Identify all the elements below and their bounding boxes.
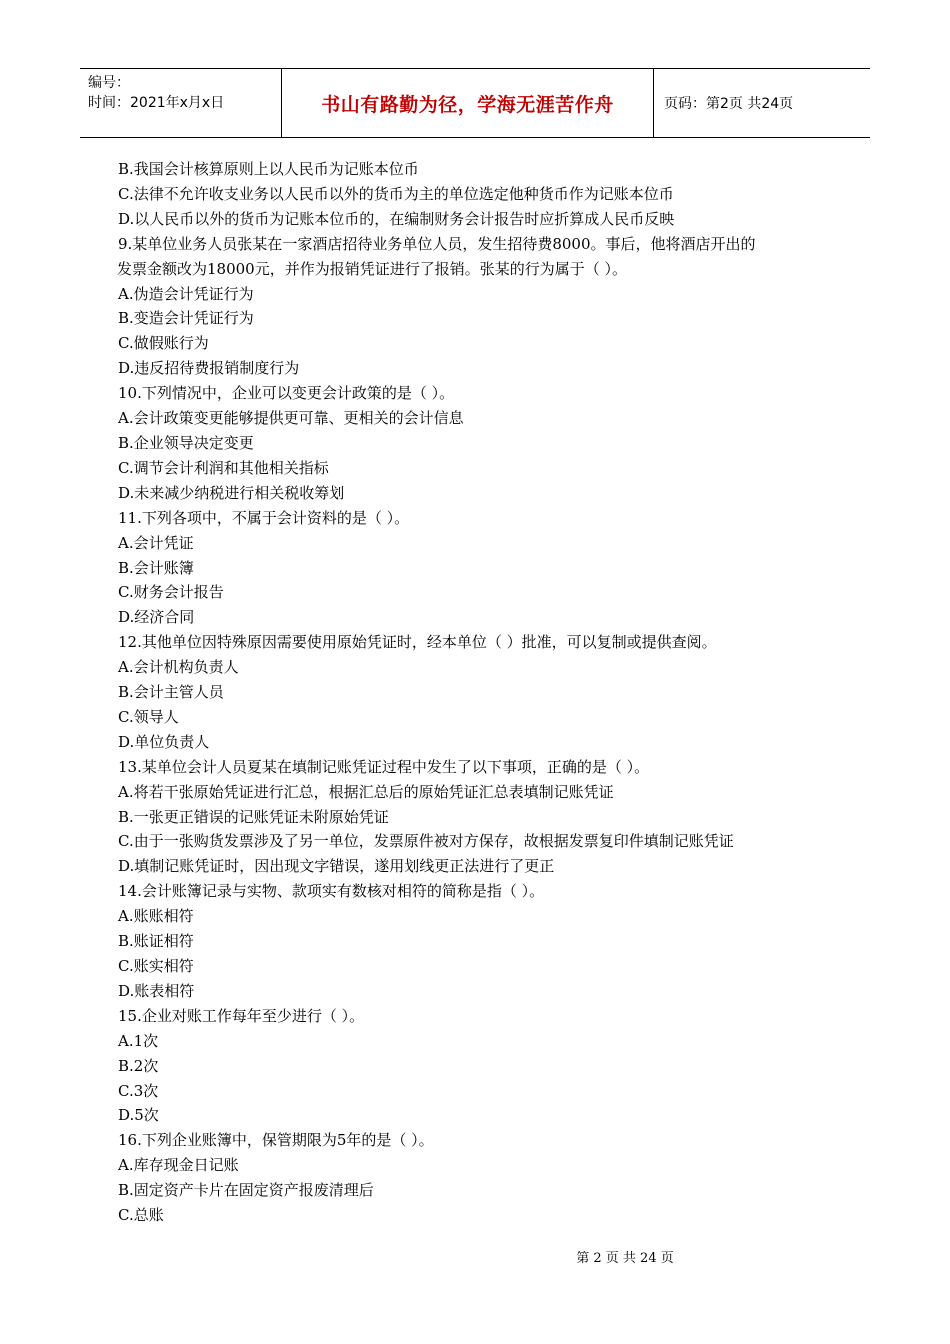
option-line: C.3次 <box>118 1081 159 1100</box>
page-footer: 第 2 页 共 24 页 <box>576 1251 674 1266</box>
text-line: C.法律不允许收支业务以人民币以外的货币为主的单位选定他种货币作为记账本位币 <box>118 184 674 203</box>
option-line: B.企业领导决定变更 <box>118 433 254 452</box>
option-line: A.1次 <box>118 1031 159 1050</box>
option-line: A.账账相符 <box>118 907 194 926</box>
option-line: B.变造会计凭证行为 <box>118 309 254 328</box>
question-13: 13.某单位会计人员夏某在填制记账凭证过程中发生了以下事项，正确的是（ ）。 <box>118 757 650 776</box>
option-line: D.违反招待费报销制度行为 <box>118 359 300 378</box>
page-header <box>80 68 870 138</box>
option-line: D.5次 <box>118 1106 159 1125</box>
option-line: A.会计政策变更能够提供更可靠、更相关的会计信息 <box>118 409 464 428</box>
option-line: C.财务会计报告 <box>118 583 224 602</box>
option-line: A.库存现金日记账 <box>118 1156 239 1175</box>
question-9-continued: 发票金额改为18000元，并作为报销凭证进行了报销。张某的行为属于（ ）。 <box>117 259 627 278</box>
question-9: 9.某单位业务人员张某在一家酒店招待业务单位人员，发生招待费8000。事后，他将酒店开出的 <box>118 234 756 253</box>
option-line: C.由于一张购货发票涉及了另一单位，发票原件被对方保存，故根据发票复印件填制记账凭证 <box>118 832 734 851</box>
option-line: D.账表相符 <box>118 981 195 1000</box>
option-line: B.会计主管人员 <box>118 683 224 702</box>
option-line: C.账实相符 <box>118 957 194 975</box>
option-line: C.做假账行为 <box>118 334 209 353</box>
time-label: 时间：2021年x月x日 <box>88 95 225 111</box>
option-line: B.一张更正错误的记账凭证未附原始凭证 <box>118 807 389 826</box>
option-line: A.将若干张原始凭证进行汇总，根据汇总后的原始凭证汇总表填制记账凭证 <box>118 782 614 801</box>
text-line: B.我国会计核算原则上以人民币为记账本位币 <box>118 160 419 178</box>
header-page-info: 页码：第2页 共24页 <box>664 96 794 112</box>
question-12: 12.其他单位因特殊原因需要使用原始凭证时，经本单位（ ）批准，可以复制或提供查阅。 <box>118 633 717 652</box>
serial-label: 编号： <box>88 75 130 91</box>
option-line: D.经济合同 <box>118 608 195 627</box>
option-line: D.未来减少纳税进行相关税收筹划 <box>118 483 345 502</box>
option-line: B.2次 <box>118 1056 159 1075</box>
question-16: 16.下列企业账簿中，保管期限为5年的是（ ）。 <box>118 1131 434 1150</box>
question-11: 11.下列各项中，不属于会计资料的是（ ）。 <box>118 508 410 527</box>
option-line: C.调节会计利润和其他相关指标 <box>118 458 329 477</box>
option-line: B.账证相符 <box>118 932 194 951</box>
option-line: A.伪造会计凭证行为 <box>118 284 254 303</box>
option-line: B.固定资产卡片在固定资产报废清理后 <box>118 1181 374 1200</box>
header-motto: 书山有路勤为径，学海无涯苦作舟 <box>282 69 654 137</box>
text-line: D.以人民币以外的货币为记账本位币的，在编制财务会计报告时应折算成人民币反映 <box>118 209 675 228</box>
option-line: A.会计机构负责人 <box>118 658 239 677</box>
header-meta <box>80 69 282 137</box>
question-10: 10.下列情况中，企业可以变更会计政策的是（ ）。 <box>118 384 455 403</box>
document-body <box>118 157 838 1228</box>
question-14: 14.会计账簿记录与实物、款项实有数核对相符的简称是指（ ）。 <box>118 882 545 901</box>
question-15: 15.企业对账工作每年至少进行（ ）。 <box>118 1006 365 1025</box>
option-line: C.总账 <box>118 1206 164 1225</box>
option-line: D.填制记账凭证时，因出现文字错误，遂用划线更正法进行了更正 <box>118 857 555 876</box>
option-line: C.领导人 <box>118 707 179 726</box>
option-line: A.会计凭证 <box>118 533 194 552</box>
option-line: B.会计账簿 <box>118 558 194 577</box>
option-line: D.单位负责人 <box>118 732 210 751</box>
